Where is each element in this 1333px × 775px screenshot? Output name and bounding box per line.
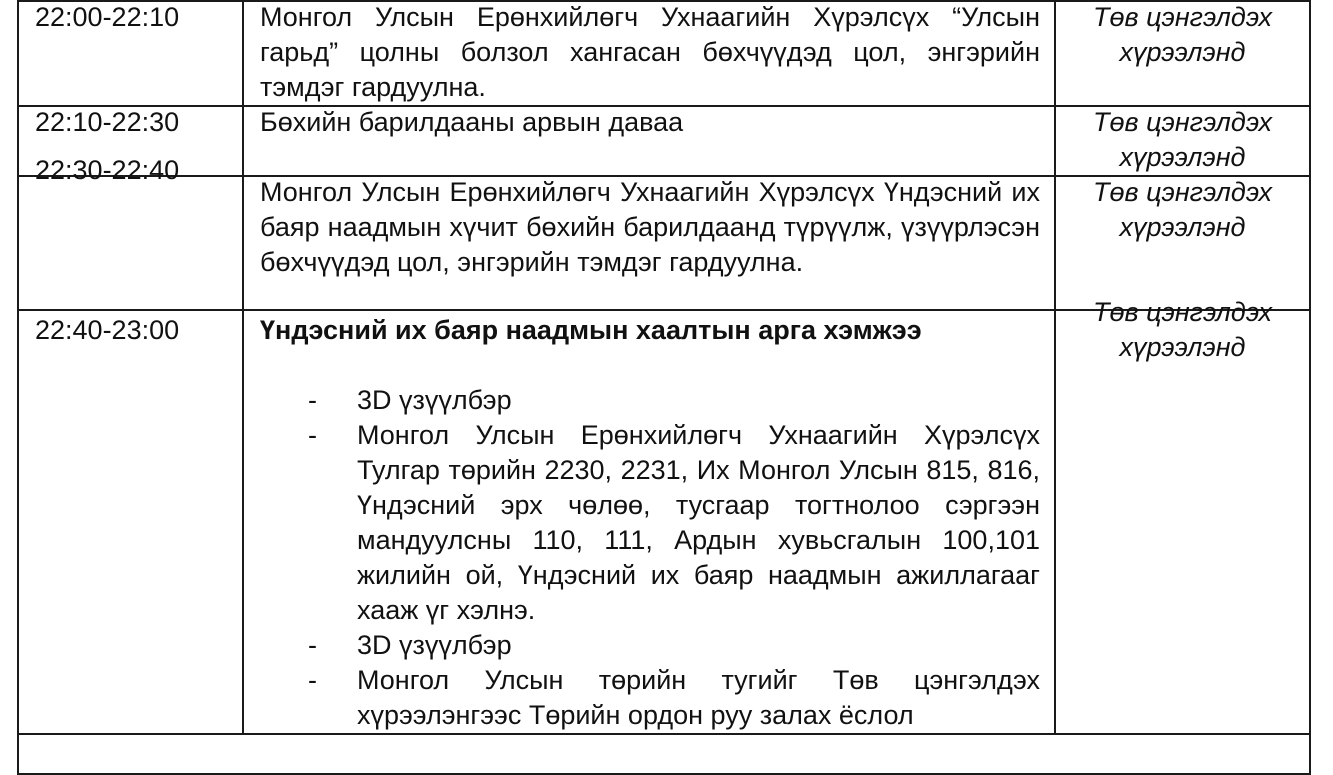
venue-cell [1055, 1, 1310, 106]
description-text: Монгол Улсын Ерөнхийлөгч Ухнаагийн Хүрэлсүх Үндэсний их баяр наадмын хүчит бөхийн барилдаанд түрүүлж, үзүүрлэсэн бөхчүүдэд цол, энгэрийн тэмдэг гардуулна. [260, 177, 1040, 277]
venue-text: Төв цэнгэлдэх хүрээлэнд [1093, 107, 1272, 172]
time-text: 22:30-22:40 [35, 155, 180, 185]
description-text: Бөхийн барилдааны арвын даваа [260, 107, 684, 137]
venue-cell [1055, 297, 1310, 734]
schedule-table [17, 0, 1311, 775]
schedule-document [17, 0, 1311, 775]
list-item [260, 383, 1040, 418]
venue-text: Төв цэнгэлдэх хүрээлэнд [1093, 2, 1272, 67]
empty-row-cell [18, 734, 1310, 774]
table-row [18, 176, 1310, 310]
list-dash: - [308, 420, 317, 450]
description-cell [243, 310, 1055, 734]
time-cell [18, 310, 243, 734]
time-cell [18, 1, 243, 106]
list-item-text: 3D үзүүлбэр [357, 385, 512, 415]
list-dash: - [308, 665, 317, 695]
time-text: 22:40-23:00 [35, 315, 180, 345]
closing-event-heading: Үндэсний их баяр наадмын хаалтын арга хэмжээ [260, 315, 922, 345]
venue-text: Төв цэнгэлдэх хүрээлэнд [1093, 297, 1272, 362]
list-dash: - [308, 630, 317, 660]
list-dash: - [308, 385, 317, 415]
table-row [18, 1, 1310, 106]
list-item [260, 663, 1040, 733]
description-cell [243, 176, 1055, 310]
venue-cell [1055, 176, 1310, 310]
list-item [260, 418, 1040, 628]
time-cell [18, 155, 243, 310]
description-cell [243, 106, 1055, 176]
description-cell [243, 1, 1055, 106]
closing-event-list [260, 383, 1040, 733]
list-item-text: 3D үзүүлбэр [357, 630, 512, 660]
venue-cell [1055, 106, 1310, 176]
list-item-text: Монгол Улсын Ерөнхийлөгч Ухнаагийн Хүрэлсүх Тулгар төрийн 2230, 2231, Их Монгол Улсын 815, 816, Үндэсний эрх чөлөө, тусгаар тогтнолоо сэргээн мандуулсны 110, 111, Ардын хувьсгалын 100,101 жилийн ой, Үндэсний их баяр наадмын ажиллагааг хааж үг хэлнэ. [357, 420, 1040, 625]
list-item [260, 628, 1040, 663]
table-row [18, 310, 1310, 734]
time-text: 22:10-22:30 [35, 107, 180, 137]
description-text: Монгол Улсын Ерөнхийлөгч Ухнаагийн Хүрэлсүх “Улсын гарьд” цолны болзол хангасан бөхчүүдэд цол, энгэрийн тэмдэг гардуулна. [260, 2, 1040, 102]
table-row [18, 734, 1310, 774]
time-text: 22:00-22:10 [35, 2, 180, 32]
venue-text: Төв цэнгэлдэх хүрээлэнд [1093, 177, 1272, 242]
list-item-text: Монгол Улсын төрийн тугийг Төв цэнгэлдэх хүрээлэнгээс Төрийн ордон руу залах ёслол [357, 665, 1040, 730]
